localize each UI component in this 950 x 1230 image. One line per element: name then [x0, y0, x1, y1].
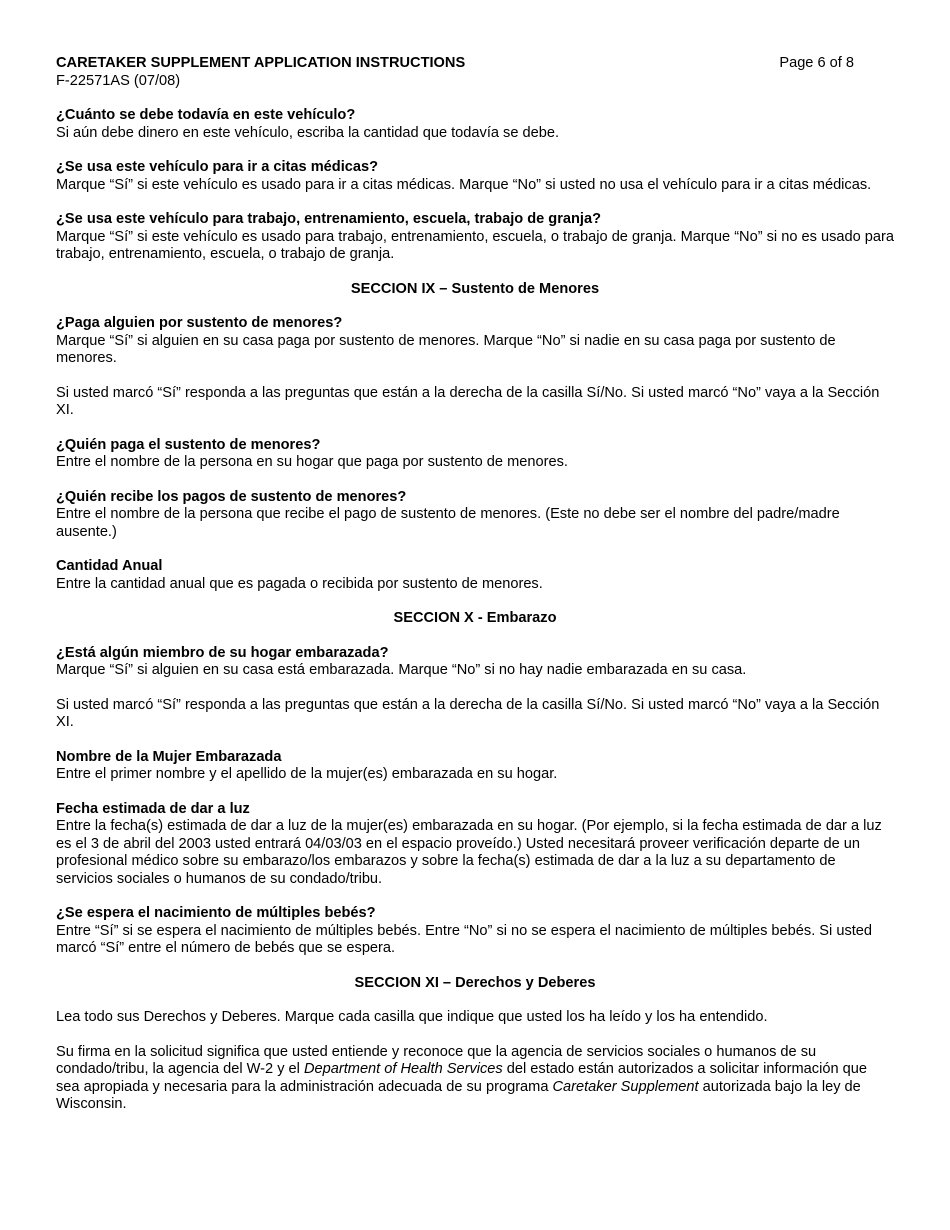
vehicle-medical-block [56, 159, 894, 194]
question-heading: ¿Se espera el nacimiento de múltiples bebés? [56, 905, 376, 921]
rights-duties-intro [56, 1009, 894, 1027]
answer-text: Entre el primer nombre y el apellido de la mujer(es) embarazada en su hogar. [56, 766, 558, 782]
paragraph-text: Si usted marcó “Sí” responda a las preguntas que están a la derecha de la casilla Sí/No. Si usted marcó “No” vaya a la Sección XI. [56, 384, 880, 418]
signature-paragraph [56, 1044, 894, 1114]
section-heading-x: SECCION X - Embarazo [393, 610, 557, 626]
question-heading: ¿Se usa este vehículo para ir a citas médicas? [56, 159, 379, 175]
document-title: CARETAKER SUPPLEMENT APPLICATION INSTRUCTIONS [56, 55, 466, 71]
question-heading: Fecha estimada de dar a luz [56, 800, 250, 817]
answer-text: Marque “Sí” si alguien en su casa está embarazada. Marque “No” si no hay nadie embarazada en su casa. [56, 662, 747, 678]
pregnancy-note [56, 697, 894, 732]
child-support-payer-block [56, 437, 894, 472]
answer-text: Entre la cantidad anual que es pagada o recibida por sustento de menores. [56, 575, 543, 592]
child-support-recipient-block [56, 489, 894, 542]
page-number: Page 6 of 8 [779, 55, 854, 71]
question-heading: ¿Se usa este vehículo para trabajo, entrenamiento, escuela, trabajo de granja? [56, 211, 602, 227]
pregnancy-block [56, 645, 894, 680]
question-heading: ¿Quién recibe los pagos de sustento de menores? [56, 488, 407, 505]
document-page [56, 55, 894, 1114]
question-heading: Cantidad Anual [56, 558, 163, 574]
answer-text: Marque “Sí” si este vehículo es usado para trabajo, entrenamiento, escuela, o trabajo de granja. Marque “No” si no es usado para trabajo, entrenamiento, escuela, o trabajo de granja. [56, 228, 894, 262]
page-header [56, 55, 894, 90]
child-support-note [56, 385, 894, 420]
question-heading: ¿Paga alguien por sustento de menores? [56, 315, 343, 331]
multiple-births-block [56, 905, 894, 958]
vehicle-owed-block [56, 107, 894, 142]
program-name: Caretaker Supplement [552, 1078, 699, 1095]
signature-text-part-2: del estado están autorizados a solicitar información que sea apropiada y necesaria para la administración adecuada de su programa [56, 1061, 867, 1095]
question-heading: ¿Está algún miembro de su hogar embarazada? [56, 644, 389, 661]
due-date-block [56, 801, 894, 889]
section-heading-ix: SECCION IX – Sustento de Menores [350, 280, 600, 297]
question-heading: Nombre de la Mujer Embarazada [56, 748, 282, 765]
signature-text-part-3: autorizada bajo la ley de Wisconsin. [56, 1078, 861, 1112]
answer-text: Entre la fecha(s) estimada de dar a luz de la mujer(es) embarazada en su hogar. (Por ejemplo, si la fecha estimada de dar a luz es el 3 de abril del 2003 usted entrará 04/03/03 en el espacio proveído.) Usted necesitará proveer verificación departe de un profesional médico sobre su embarazo/los embarazos y sobre la fecha(s) estimada de dar a la luz a su departamento de servicios sociales o humanos de su condado/tribu. [56, 818, 882, 887]
answer-text: Si aún debe dinero en este vehículo, escriba la cantidad que todavía se debe. [56, 124, 560, 141]
question-heading: ¿Quién paga el sustento de menores? [56, 436, 321, 453]
form-code: F-22571AS (07/08) [56, 72, 181, 89]
signature-text-part-1: Su firma en la solicitud significa que usted entiende y reconoce que la agencia de servicios sociales o humanos de su condado/tribu, la agencia del W-2 y el [56, 1043, 817, 1077]
paragraph-text: Si usted marcó “Sí” responda a las preguntas que están a la derecha de la casilla Sí/No. Si usted marcó “No” vaya a la Sección XI. [56, 696, 880, 730]
answer-text: Entre el nombre de la persona en su hogar que paga por sustento de menores. [56, 454, 568, 470]
answer-text: Entre el nombre de la persona que recibe el pago de sustento de menores. (Este no debe ser el nombre del padre/madre ausente.) [56, 506, 840, 540]
question-heading: ¿Cuánto se debe todavía en este vehículo? [56, 107, 356, 123]
annual-amount-block [56, 558, 894, 593]
answer-text: Entre “Sí” si se espera el nacimiento de múltiples bebés. Entre “No” si no se espera el nacimiento de múltiples bebés. Si usted marcó “Sí” entre el número de bebés que se espera. [56, 922, 873, 956]
paragraph-text [56, 1044, 894, 1114]
section-heading-xi: SECCION XI – Derechos y Deberes [354, 974, 596, 991]
answer-text: Marque “Sí” si alguien en su casa paga por sustento de menores. Marque “No” si nadie en su casa paga por sustento de menores. [56, 332, 836, 366]
pregnant-woman-name-block [56, 749, 894, 784]
paragraph-text: Lea todo sus Derechos y Deberes. Marque cada casilla que indique que usted los ha leído y los ha entendido. [56, 1009, 768, 1025]
vehicle-work-block [56, 211, 894, 264]
answer-text: Marque “Sí” si este vehículo es usado para ir a citas médicas. Marque “No” si usted no usa el vehículo para ir a citas médicas. [56, 176, 872, 193]
dhs-name: Department of Health Services [303, 1061, 503, 1077]
child-support-pays-block [56, 315, 894, 368]
